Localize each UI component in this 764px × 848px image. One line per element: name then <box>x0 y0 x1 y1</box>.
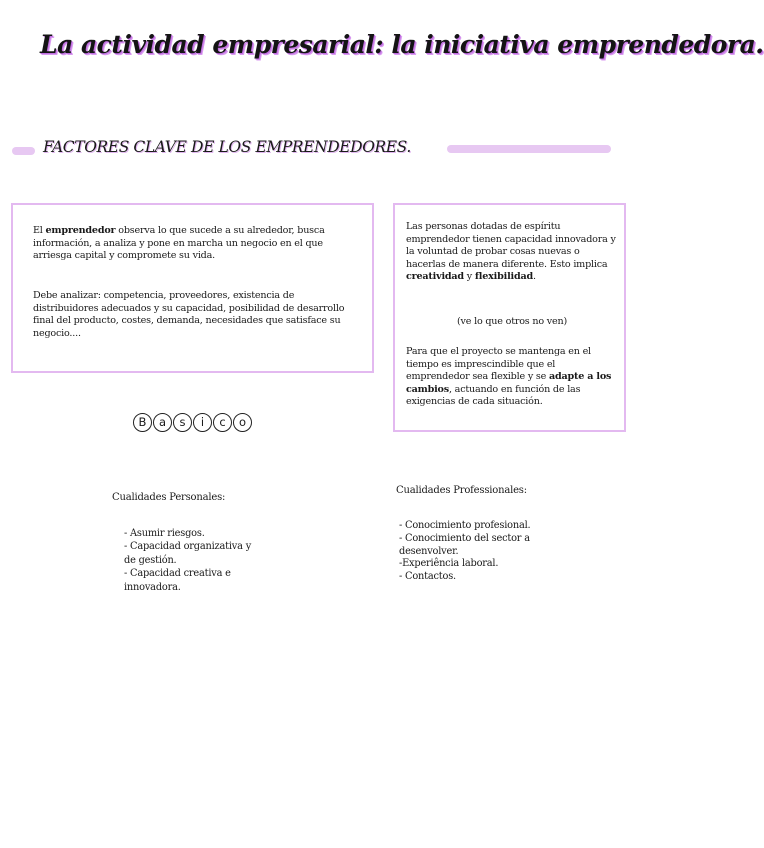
badge-letter: B <box>133 413 152 432</box>
list-item: - Capacidad creativa e innovadora. <box>124 568 231 593</box>
badge-letter: i <box>193 413 212 432</box>
personal-qualities-heading: Cualidades Personales: <box>112 492 226 503</box>
keyword-creatividad: creatividad <box>406 271 464 283</box>
keyword-adapte: adapte a los cambios <box>406 371 612 395</box>
list-item: - Asumir riesgos. <box>124 528 205 539</box>
badge-letter: a <box>153 413 172 432</box>
professional-qualities-heading: Cualidades Professionales: <box>396 485 527 496</box>
badge-letter: c <box>213 413 232 432</box>
spirit-paragraph: Las personas dotadas de espíritu emprendedor tienen capacidad innovadora y la voluntad de probar cosas nuevas o hacerlas de manera diferente. Esto implica creatividad y flexibilidad. <box>406 221 616 283</box>
badge-letter: s <box>173 413 192 432</box>
section-decor-right <box>447 145 611 153</box>
list-item: - Conocimiento del sector a desenvolver. <box>399 532 530 557</box>
list-item: -Experiência laboral. <box>399 558 499 570</box>
badge-letter: o <box>233 413 252 432</box>
keyword-emprendedor: emprendedor <box>45 225 116 236</box>
basico-badge <box>133 413 252 433</box>
quote-text: (ve lo que otros no ven) <box>456 316 568 327</box>
professional-qualities-list <box>399 520 549 584</box>
page-title: La actividad empresarial: la iniciativa emprendedora. <box>40 30 764 59</box>
list-item: - Conocimiento profesional. <box>399 520 531 531</box>
keyword-flexibilidad: flexibilidad <box>474 271 533 283</box>
analysis-paragraph: Debe analizar: competencia, proveedores, existencia de distribuidores adecuados y su capacidad, posibilidad de desarrollo final del producto, costes, demanda, necesidades que satisface su negocio.... <box>33 290 345 339</box>
list-item: - Capacidad organizativa y de gestión. <box>124 541 252 566</box>
personal-qualities-list <box>124 527 254 594</box>
adaptation-paragraph: Para que el proyecto se mantenga en el tiempo es imprescindible que el emprendedor sea flexible y se adapte a los cambios, actuando en función de las exigencias de cada situación. <box>406 346 612 408</box>
definition-paragraph: El emprendedor observa lo que sucede a su alrededor, busca información, a analiza y pone en marcha un negocio en el que arriesga capital y compromete su vida. <box>33 225 325 262</box>
section-decor-left <box>12 147 35 155</box>
list-item: - Contactos. <box>399 571 456 583</box>
section-heading: FACTORES CLAVE DE LOS EMPRENDEDORES. <box>43 138 411 156</box>
